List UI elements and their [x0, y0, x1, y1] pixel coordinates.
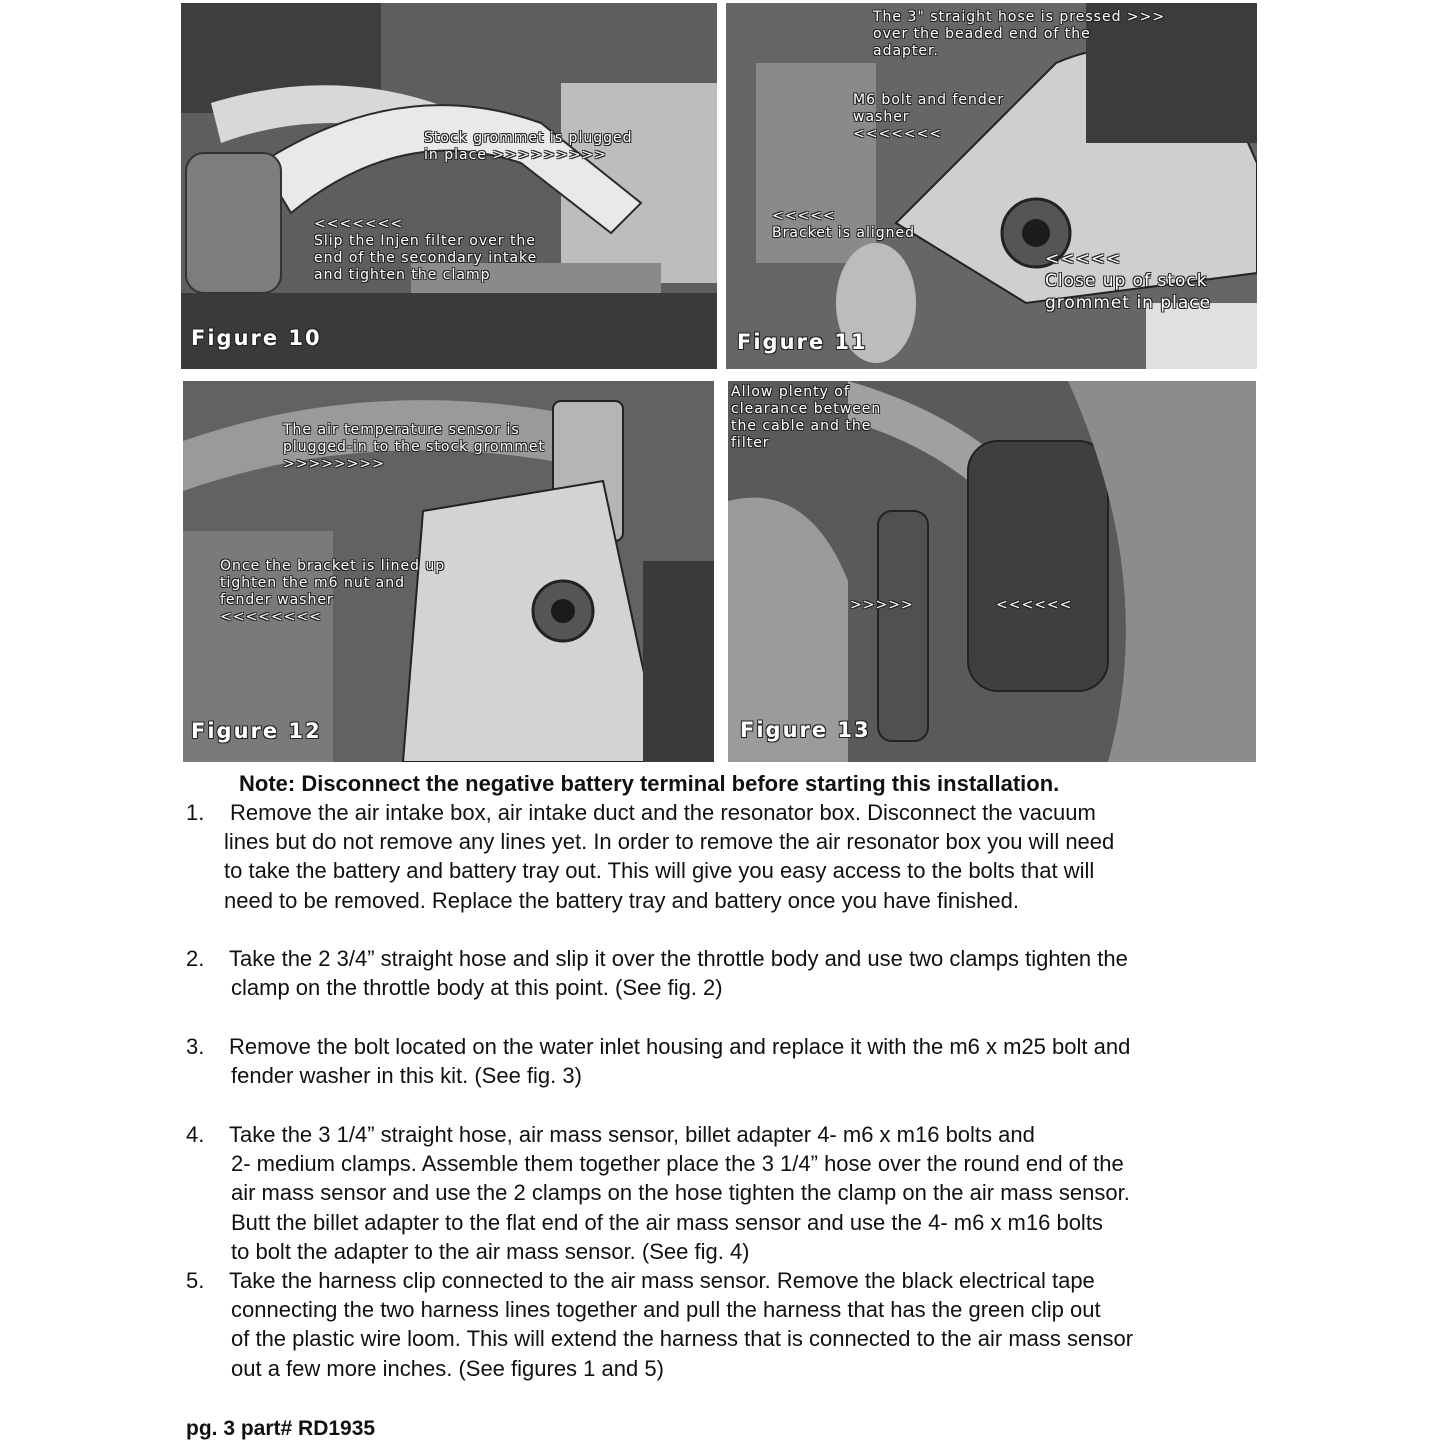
step-line: of the plastic wire loom. This will extend the harness that is connected to the air mass sensor — [231, 1326, 1134, 1352]
figure-10-annotation-grommet: Stock grommet is plugged in place >>>>>>>>> — [424, 130, 633, 163]
step-line: air mass sensor and use the 2 clamps on the hose tighten the clamp on the air mass sensor. — [231, 1180, 1130, 1206]
figure-11-photo — [726, 3, 1257, 369]
figure-10-annotation-filter: <<<<<<< Slip the Injen filter over the end of the secondary intake and tighten the clamp — [314, 216, 538, 283]
step-number: 2. — [186, 946, 205, 971]
figure-12-label: Figure 12 — [191, 719, 322, 743]
figure-13-photo — [728, 381, 1256, 762]
step-line: Take the 3 1/4” straight hose, air mass sensor, billet adapter 4- m6 x m16 bolts and — [229, 1122, 1035, 1147]
figure-11-annotation-bracket: <<<<< Bracket is aligned — [772, 208, 916, 241]
step-2 — [186, 944, 1286, 1002]
step-line: Take the harness clip connected to the air mass sensor. Remove the black electrical tape — [229, 1268, 1095, 1293]
page-footer: pg. 3 part# RD1935 — [186, 1417, 376, 1440]
step-number: 1. — [186, 800, 205, 825]
figure-13-annotation-clearance: Allow plenty of clearance between the cable and the filter — [731, 384, 882, 451]
figure-11-annotation-hose: The 3" straight hose is pressed >>> over the beaded end of the adapter. — [873, 9, 1166, 59]
figure-12-annotation-sensor: The air temperature sensor is plugged-in to the stock grommet >>>>>>>> — [283, 422, 545, 472]
figure-10-label: Figure 10 — [191, 326, 322, 350]
step-line: to take the battery and battery tray out. This will give you easy access to the bolts that will — [224, 858, 1095, 884]
step-line: fender washer in this kit. (See fig. 3) — [231, 1063, 582, 1089]
step-line: 2- medium clamps. Assemble them together place the 3 1/4” hose over the round end of the — [231, 1151, 1124, 1177]
step-number: 5. — [186, 1268, 205, 1293]
step-line: lines but do not remove any lines yet. In order to remove the air resonator box you will need — [224, 829, 1115, 855]
step-5 — [186, 1266, 1286, 1383]
step-line: Remove the air intake box, air intake duct and the resonator box. Disconnect the vacuum — [230, 800, 1096, 825]
step-line: need to be removed. Replace the battery tray and battery once you have finished. — [224, 887, 1019, 913]
step-line: connecting the two harness lines together and pull the harness that has the green clip out — [231, 1297, 1101, 1323]
step-1 — [186, 798, 1286, 915]
step-line: Remove the bolt located on the water inlet housing and replace it with the m6 x m25 bolt and — [229, 1034, 1131, 1059]
figure-11-annotation-bolt: M6 bolt and fender washer <<<<<<< — [853, 92, 1005, 142]
step-4 — [186, 1120, 1286, 1266]
step-number: 3. — [186, 1034, 205, 1059]
figure-10-photo — [181, 3, 717, 369]
step-3 — [186, 1032, 1286, 1090]
figure-13-label: Figure 13 — [740, 718, 871, 742]
step-line: to bolt the adapter to the air mass sensor. (See fig. 4) — [231, 1238, 750, 1264]
figure-13-annotation-right-arrows: >>>>> — [850, 597, 914, 613]
step-line: clamp on the throttle body at this point. (See fig. 2) — [231, 975, 723, 1001]
step-line: Butt the billet adapter to the flat end of the air mass sensor and use the 4- m6 x m16 bolts — [231, 1209, 1103, 1235]
figure-12-annotation-bracket: Once the bracket is lined up tighten the m6 nut and fender washer <<<<<<<< — [220, 558, 446, 625]
figure-11-label: Figure 11 — [737, 330, 868, 354]
step-number: 4. — [186, 1122, 205, 1147]
installation-note: Note: Disconnect the negative battery terminal before starting this installation. — [239, 771, 1060, 796]
figure-11-annotation-closeup: <<<<< Close up of stock grommet in place — [1045, 249, 1212, 313]
step-line: Take the 2 3/4” straight hose and slip it over the throttle body and use two clamps tighten the — [229, 946, 1128, 971]
figure-12-photo — [183, 381, 714, 762]
figure-13-annotation-left-arrows: <<<<<< — [996, 597, 1073, 613]
figure-10-image — [181, 3, 717, 369]
step-line: out a few more inches. (See figures 1 and 5) — [231, 1355, 664, 1381]
